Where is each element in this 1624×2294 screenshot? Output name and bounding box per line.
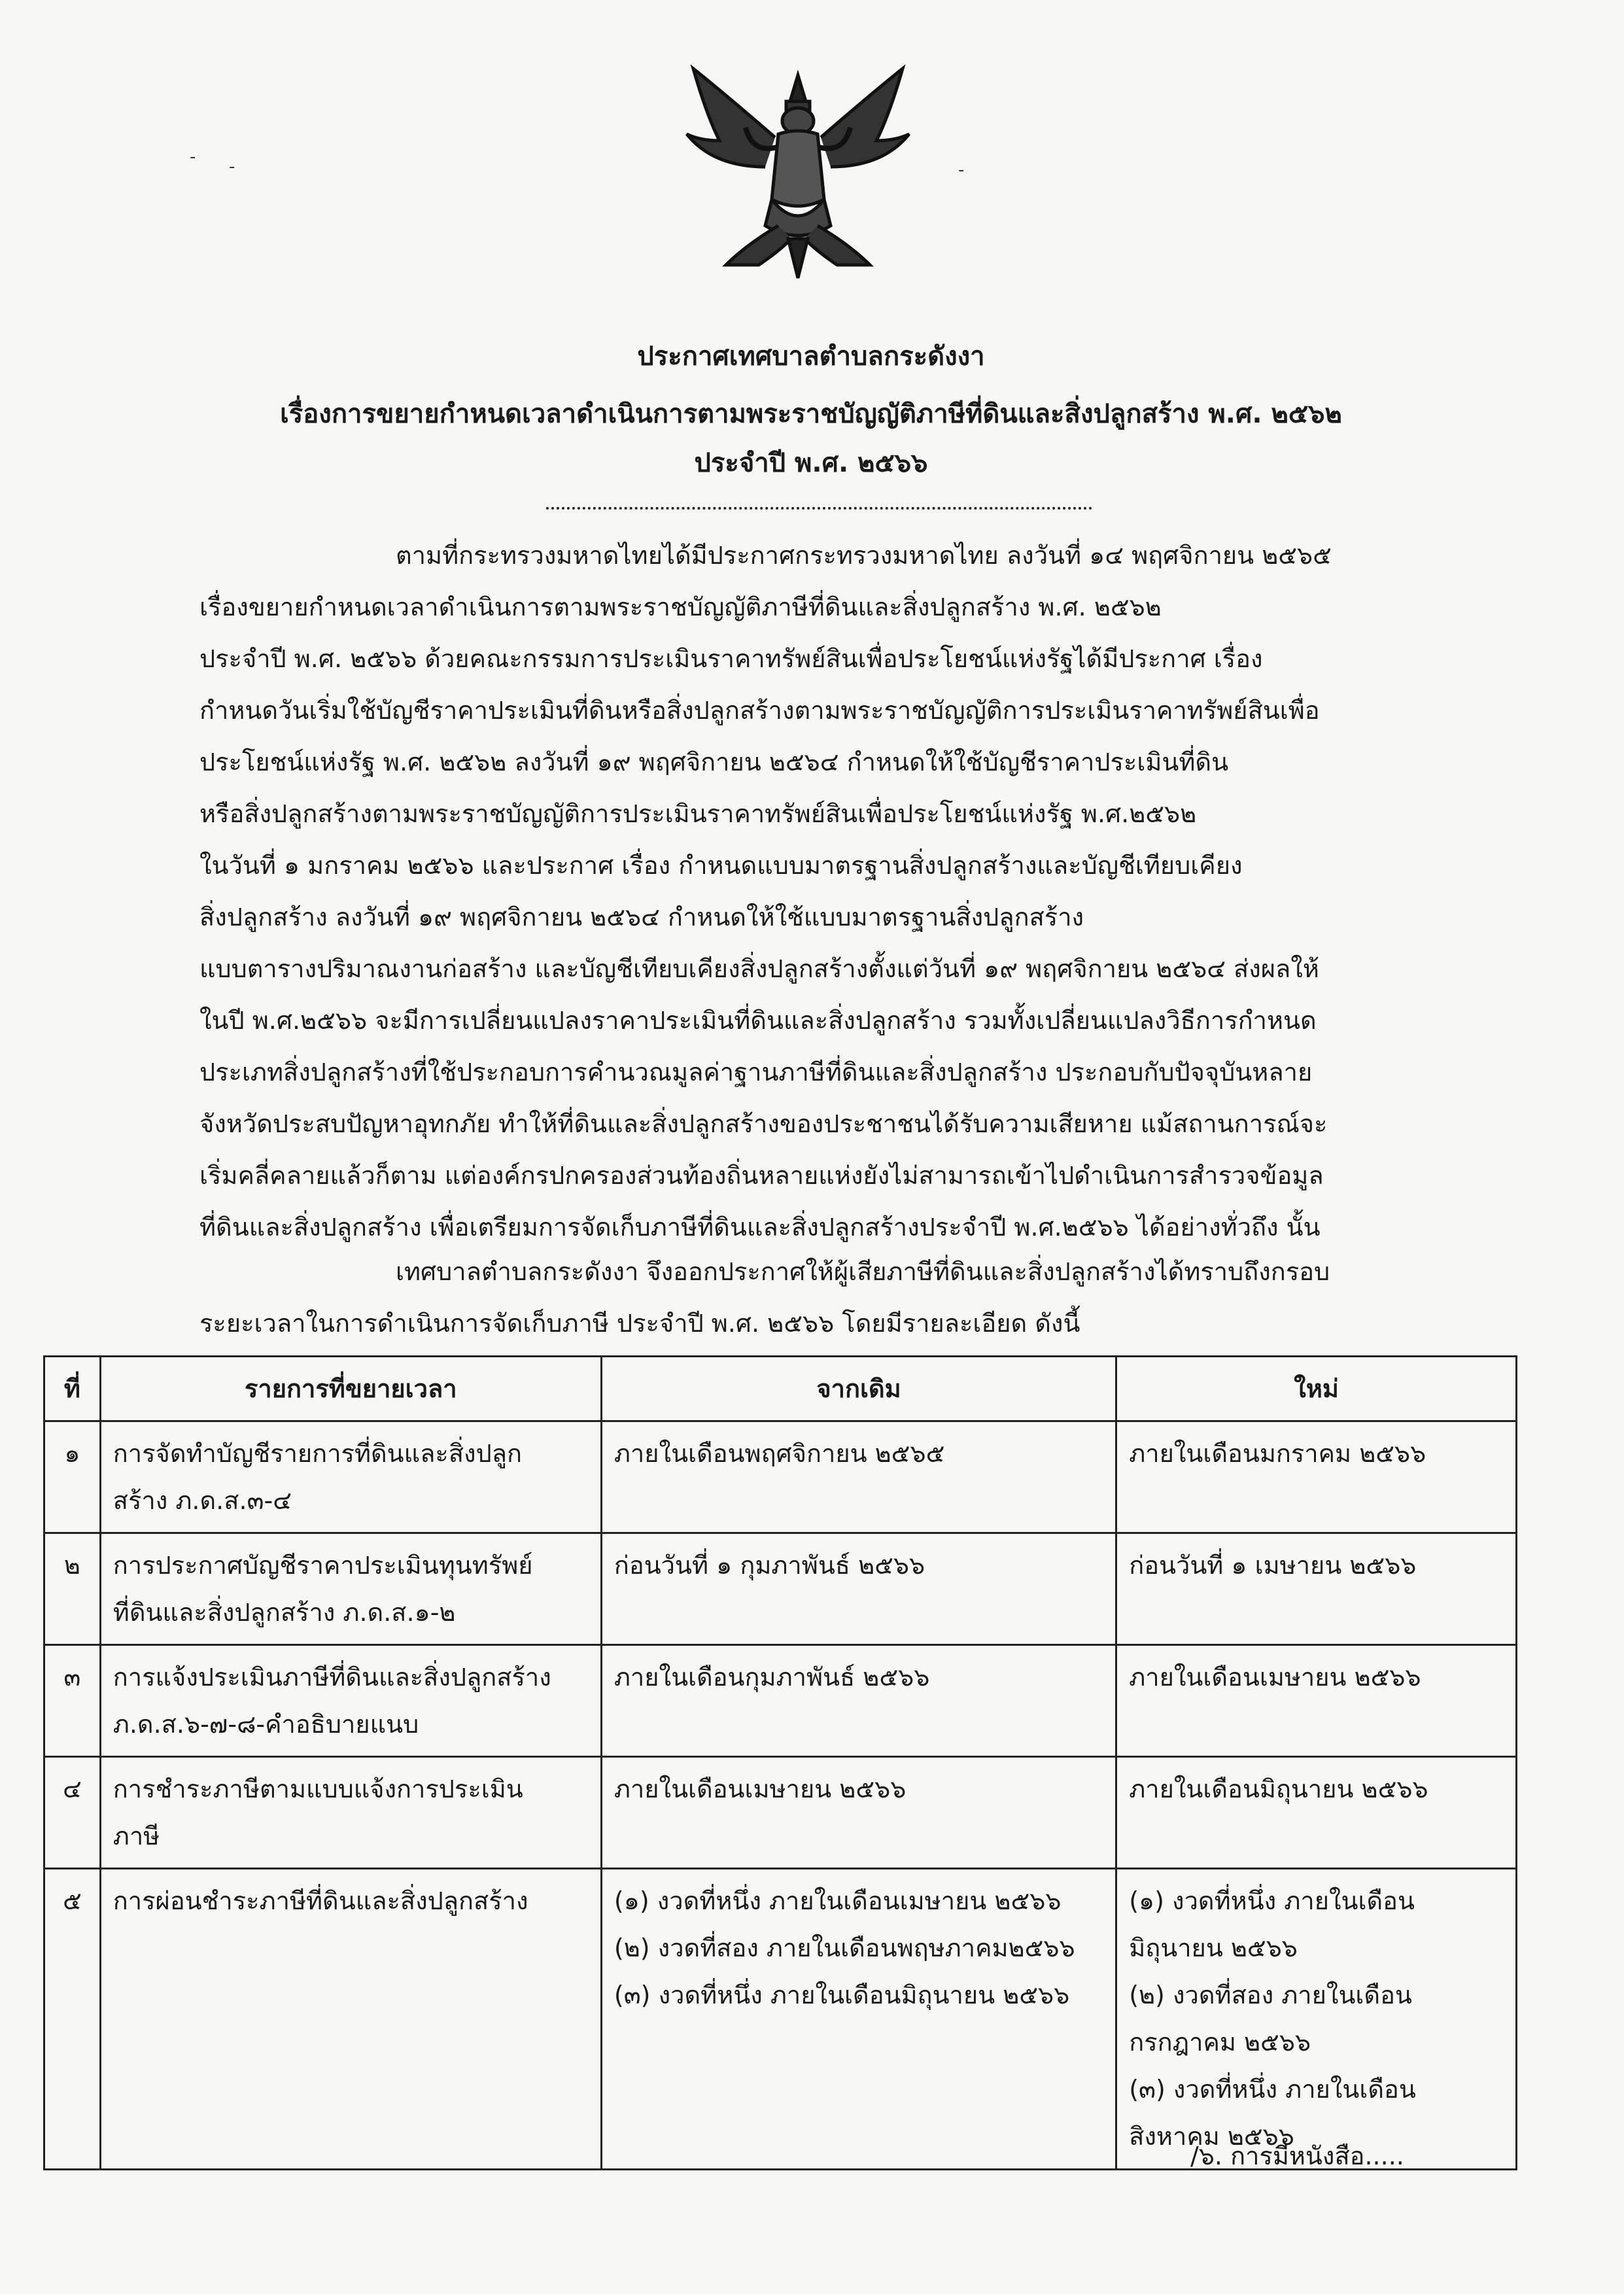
cell-text: กรกฎาคม ๒๕๖๖ xyxy=(1129,2028,1311,2057)
cell-text: ภายในเดือนเมษายน ๒๕๖๖ xyxy=(1129,1663,1421,1692)
table-row xyxy=(44,1757,1517,1869)
schedule-table xyxy=(43,1355,1517,2170)
row-to xyxy=(1116,1421,1517,1533)
row-item xyxy=(100,1421,601,1533)
paragraph-line: เริ่มคลี่คลายแล้วก็ตาม แต่องค์กรปกครองส่วนท้องถิ่นหลายแห่งยังไม่สามารถเข้าไปดำเนินการสำรวจข้อมูล xyxy=(199,1161,1324,1190)
announcement-title: ประกาศเทศบาลตำบลกระดังงา xyxy=(637,341,985,372)
announcement-subject: เรื่องการขยายกำหนดเวลาดำเนินการตามพระราชบัญญัติภาษีที่ดินและสิ่งปลูกสร้าง พ.ศ. ๒๕๖๒ xyxy=(280,399,1342,429)
cell-text: (๓) งวดที่หนึ่ง ภายในเดือนมิถุนายน ๒๕๖๖ xyxy=(613,1981,1070,2009)
paragraph-line: เทศบาลตำบลกระดังงา จึงออกประกาศให้ผู้เสียภาษีที่ดินและสิ่งปลูกสร้างได้ทราบถึงกรอบ xyxy=(396,1257,1330,1286)
row-to xyxy=(1116,1869,1517,2170)
row-number: ๔ xyxy=(44,1757,101,1869)
row-to xyxy=(1116,1533,1517,1645)
cell-text: (๓) งวดที่หนึ่ง ภายในเดือน xyxy=(1129,2075,1416,2104)
paragraph-line: ที่ดินและสิ่งปลูกสร้าง เพื่อเตรียมการจัดเก็บภาษีที่ดินและสิ่งปลูกสร้างประจำปี พ.ศ.๒๕๖๖ ได้อย่างทั่วถึง นั้น xyxy=(199,1213,1321,1242)
row-number: ๑ xyxy=(44,1421,101,1533)
paragraph-line: สิ่งปลูกสร้าง ลงวันที่ ๑๙ พฤศจิกายน ๒๕๖๔ กำหนดให้ใช้แบบมาตรฐานสิ่งปลูกสร้าง xyxy=(199,903,1084,931)
table-header-row xyxy=(44,1357,1517,1421)
cell-text: สร้าง ภ.ด.ส.๓-๔ xyxy=(112,1486,292,1515)
cell-text: ภาษี xyxy=(112,1822,160,1851)
header-to: ใหม่ xyxy=(1116,1357,1517,1421)
row-item xyxy=(100,1645,601,1757)
header-from: จากเดิม xyxy=(601,1357,1116,1421)
cell-text: ภายในเดือนพฤศจิกายน ๒๕๖๕ xyxy=(613,1439,945,1468)
body-paragraph-2 xyxy=(199,1246,1442,1349)
table-row xyxy=(44,1533,1517,1645)
paragraph-line: แบบตารางปริมาณงานก่อสร้าง และบัญชีเทียบเคียงสิ่งปลูกสร้างตั้งแต่วันที่ ๑๙ พฤศจิกายน ๒๕๖๔ ส่งผลให้ xyxy=(199,954,1319,983)
table-row xyxy=(44,1421,1517,1533)
row-from xyxy=(601,1757,1116,1869)
paragraph-line: ตามที่กระทรวงมหาดไทยได้มีประกาศกระทรวงมหาดไทย ลงวันที่ ๑๔ พฤศจิกายน ๒๕๖๕ xyxy=(396,541,1332,570)
cell-text: สิงหาคม ๒๕๖๖ xyxy=(1129,2122,1294,2151)
paragraph-line: ระยะเวลาในการดำเนินการจัดเก็บภาษี ประจำปี พ.ศ. ๒๕๖๖ โดยมีรายละเอียด ดังนี้ xyxy=(199,1309,1080,1338)
cell-text: ที่ดินและสิ่งปลูกสร้าง ภ.ด.ส.๑-๒ xyxy=(112,1598,456,1627)
cell-text: การจัดทำบัญชีรายการที่ดินและสิ่งปลูก xyxy=(112,1439,522,1468)
cell-text: การแจ้งประเมินภาษีที่ดินและสิ่งปลูกสร้าง xyxy=(112,1663,551,1692)
cell-text: การผ่อนชำระภาษีที่ดินและสิ่งปลูกสร้าง xyxy=(112,1886,528,1915)
cell-text: มิถุนายน ๒๕๖๖ xyxy=(1129,1934,1298,1962)
row-number: ๓ xyxy=(44,1645,101,1757)
paragraph-line: ในปี พ.ศ.๒๕๖๖ จะมีการเปลี่ยนแปลงราคาประเมินที่ดินและสิ่งปลูกสร้าง รวมทั้งเปลี่ยนแปลงวิธีการกำหนด xyxy=(199,1006,1317,1035)
cell-text: การประกาศบัญชีราคาประเมินทุนทรัพย์ xyxy=(112,1551,533,1580)
scan-speck: - xyxy=(190,147,196,167)
row-number: ๕ xyxy=(44,1869,101,2170)
cell-text: ก่อนวันที่ ๑ กุมภาพันธ์ ๒๕๖๖ xyxy=(613,1551,925,1580)
body-paragraph-1 xyxy=(199,530,1442,1253)
announcement-year: ประจำปี พ.ศ. ๒๕๖๖ xyxy=(694,448,928,478)
garuda-emblem-icon xyxy=(667,56,929,291)
cell-text: (๒) งวดที่สอง ภายในเดือน xyxy=(1129,1981,1412,2009)
row-to xyxy=(1116,1645,1517,1757)
cell-text: ก่อนวันที่ ๑ เมษายน ๒๕๖๖ xyxy=(1129,1551,1417,1580)
table-row xyxy=(44,1645,1517,1757)
paragraph-line: ประจำปี พ.ศ. ๒๕๖๖ ด้วยคณะกรรมการประเมินราคาทรัพย์สินเพื่อประโยชน์แห่งรัฐได้มีประกาศ เรื่อง xyxy=(199,644,1263,673)
page-continuation-note: /๖. การมีหนังสือ..... xyxy=(1190,2142,1404,2170)
cell-text: (๑) งวดที่หนึ่ง ภายในเดือน xyxy=(1129,1886,1415,1915)
cell-text: ภายในเดือนเมษายน ๒๕๖๖ xyxy=(613,1775,907,1803)
scan-speck: - xyxy=(229,157,235,177)
cell-text: (๒) งวดที่สอง ภายในเดือนพฤษภาคม๒๕๖๖ xyxy=(613,1934,1075,1962)
cell-text: การชำระภาษีตามแบบแจ้งการประเมิน xyxy=(112,1775,523,1803)
cell-text: (๑) งวดที่หนึ่ง ภายในเดือนเมษายน ๒๕๖๖ xyxy=(613,1886,1062,1915)
cell-text: ภายในเดือนกุมภาพันธ์ ๒๕๖๖ xyxy=(613,1663,930,1692)
row-item xyxy=(100,1533,601,1645)
table-row xyxy=(44,1869,1517,2170)
paragraph-line: หรือสิ่งปลูกสร้างตามพระราชบัญญัติการประเมินราคาทรัพย์สินเพื่อประโยชน์แห่งรัฐ พ.ศ.๒๕๖๒ xyxy=(199,799,1197,828)
row-number: ๒ xyxy=(44,1533,101,1645)
row-from xyxy=(601,1533,1116,1645)
dotted-separator xyxy=(546,507,1092,510)
paragraph-line: ในวันที่ ๑ มกราคม ๒๕๖๖ และประกาศ เรื่อง กำหนดแบบมาตรฐานสิ่งปลูกสร้างและบัญชีเทียบเคียง xyxy=(199,851,1243,880)
paragraph-line: เรื่องขยายกำหนดเวลาดำเนินการตามพระราชบัญญัติภาษีที่ดินและสิ่งปลูกสร้าง พ.ศ. ๒๕๖๒ xyxy=(199,593,1162,621)
row-item xyxy=(100,1869,601,2170)
row-from xyxy=(601,1869,1116,2170)
row-from xyxy=(601,1645,1116,1757)
header-no: ที่ xyxy=(44,1357,101,1421)
row-item xyxy=(100,1757,601,1869)
cell-text: ภายในเดือนมิถุนายน ๒๕๖๖ xyxy=(1129,1775,1428,1803)
cell-text: ภายในเดือนมกราคม ๒๕๖๖ xyxy=(1129,1439,1426,1468)
header-item: รายการที่ขยายเวลา xyxy=(100,1357,601,1421)
paragraph-line: กำหนดวันเริ่มใช้บัญชีราคาประเมินที่ดินหรือสิ่งปลูกสร้างตามพระราชบัญญัติการประเมินราคาทรัพย์สินเพื่อ xyxy=(199,696,1320,725)
row-from xyxy=(601,1421,1116,1533)
paragraph-line: ประโยชน์แห่งรัฐ พ.ศ. ๒๕๖๒ ลงวันที่ ๑๙ พฤศจิกายน ๒๕๖๔ กำหนดให้ใช้บัญชีราคาประเมินที่ดิน xyxy=(199,748,1229,776)
paragraph-line: จังหวัดประสบปัญหาอุทกภัย ทำให้ที่ดินและสิ่งปลูกสร้างของประชาชนได้รับความเสียหาย แม้สถานการณ์จะ xyxy=(199,1109,1328,1138)
row-to xyxy=(1116,1757,1517,1869)
paragraph-line: ประเภทสิ่งปลูกสร้างที่ใช้ประกอบการคำนวณมูลค่าฐานภาษีที่ดินและสิ่งปลูกสร้าง ประกอบกับปัจจุบันหลาย xyxy=(199,1058,1313,1086)
cell-text: ภ.ด.ส.๖-๗-๘-คำอธิบายแนบ xyxy=(112,1710,419,1739)
scan-speck: - xyxy=(958,160,965,180)
